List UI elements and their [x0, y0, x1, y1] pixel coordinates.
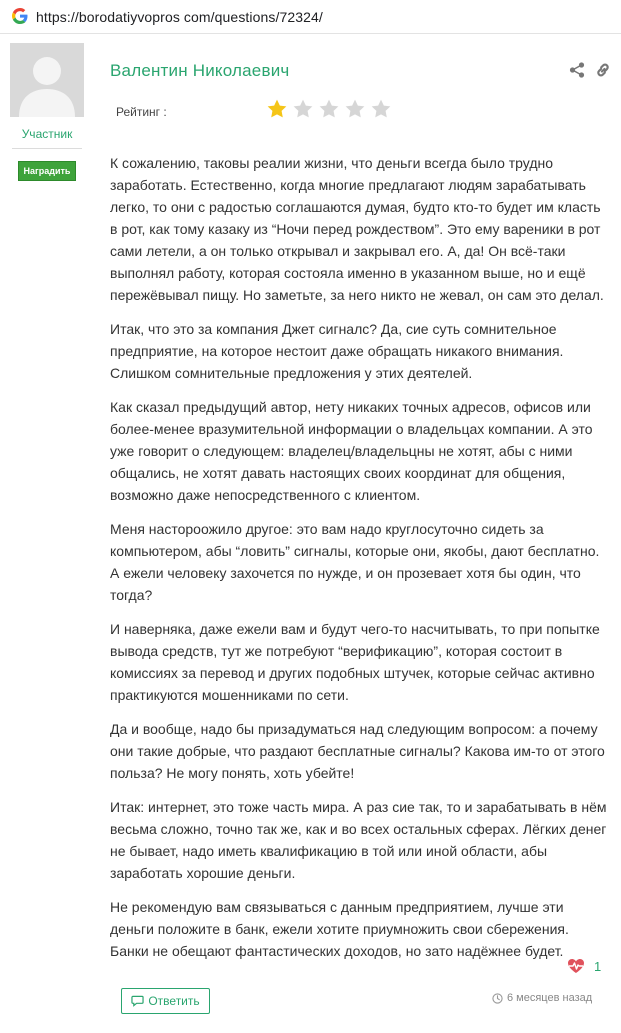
- paragraph: К сожалению, таковы реалии жизни, что деньги всегда было трудно заработать. Естественно, когда многие предлагают людям зарабатывать легко, то они с радостью соглашаются думая, будто кто-то будет им класть в рот, как тому казаку из “Ночи перед рождеством”. Это ему вареники в рот сами летели, а он только открывал и закрывал его. А, да! Он всё-таки выполнял работу, которая состояла именно в указанном выше, но и ещё пережёвывал пищу. Но заметьте, за него никто не жевал, он сам это делал.: [110, 155, 604, 303]
- paragraph: Итак, что это за компания Джет сигналс? Да, сие суть сомнительное предприятие, на которое нестоит даже обращать никакого внимания. Слишком сомнительные предложения у этих деятелей.: [110, 321, 564, 381]
- star-icon[interactable]: [344, 98, 366, 120]
- avatar[interactable]: [10, 43, 84, 117]
- rating-label: Рейтинг :: [116, 105, 167, 119]
- rating-stars[interactable]: [266, 98, 396, 120]
- clock-icon: [492, 993, 503, 1004]
- author-name[interactable]: Валентин Николаевич: [110, 61, 290, 80]
- star-icon[interactable]: [266, 98, 288, 120]
- reward-button[interactable]: Наградить: [18, 161, 76, 181]
- time-ago: 6 месяцев назад: [507, 992, 593, 1004]
- answer-text: [110, 152, 610, 974]
- paragraph: Да и вообще, надо бы призадуматься над следующим вопросом: а почему они такие добрые, что раздают бесплатные сигналы? Какова им-то от этого польза? Не могу понять, хоть убейте!: [110, 721, 605, 781]
- heart-pulse-icon: [567, 958, 585, 974]
- paragraph: Итак: интернет, это тоже часть мира. А раз сие так, то и зарабатывать в нём весьма сложно, точно так же, как и во всех остальных сферах. Лёгких денег не бывает, надо иметь квалификацию в той или иной области, абы заработать хорошие деньги.: [110, 799, 607, 881]
- star-icon[interactable]: [292, 98, 314, 120]
- browser-address-bar[interactable]: [0, 0, 621, 34]
- reply-label: Ответить: [148, 994, 200, 1008]
- star-icon[interactable]: [318, 98, 340, 120]
- url-text[interactable]: https://borodatiyvopros com/questions/72324/: [36, 9, 323, 25]
- link-icon[interactable]: [595, 62, 611, 78]
- google-icon: [12, 8, 28, 24]
- like-count: 1: [594, 958, 602, 974]
- paragraph: И наверняка, даже ежели вам и будут чего-то насчитывать, то при попытке вывода средств, тут же потребуют “верификацию”, которая состоит в комиссиях за перевод и других подобных штучек, которые сейчас активно практикуются мошенниками по сети.: [110, 621, 600, 703]
- star-icon[interactable]: [370, 98, 392, 120]
- timestamp: [492, 992, 592, 1004]
- paragraph: Меня настороожило другое: это вам надо круглосуточно сидеть за компьютером, абы “ловить” сигналы, которые они, якобы, дают бесплатно. А ежели человеку захочется по нужде, и он прозевает хотя бы один, что тогда?: [110, 521, 600, 603]
- share-icon[interactable]: [569, 62, 585, 78]
- reply-button[interactable]: [121, 988, 210, 1014]
- paragraph: Не рекомендую вам связываться с данным предприятием, лучше эти деньги положите в банк, ежели хотите приумножить свои сбережения. Банки не обещают фантастических доходов, но зато надёжнее будет.: [110, 899, 569, 959]
- user-silhouette-icon: [10, 43, 84, 117]
- user-role: Участник: [21, 127, 73, 141]
- divider: [12, 148, 82, 149]
- like-button[interactable]: [567, 958, 601, 974]
- answer-card: [0, 34, 621, 1033]
- paragraph: Как сказал предыдущий автор, нету никаких точных адресов, офисов или более-менее вразумительной информации о владельцах компании. А это уже говорит о следующем: владелец/владельцны не хотят, абы с ними общались, не хотят давать настоящих своих координат для общения, возможно даже непосредственного с клиентом.: [110, 399, 593, 503]
- comment-icon: [131, 995, 144, 1007]
